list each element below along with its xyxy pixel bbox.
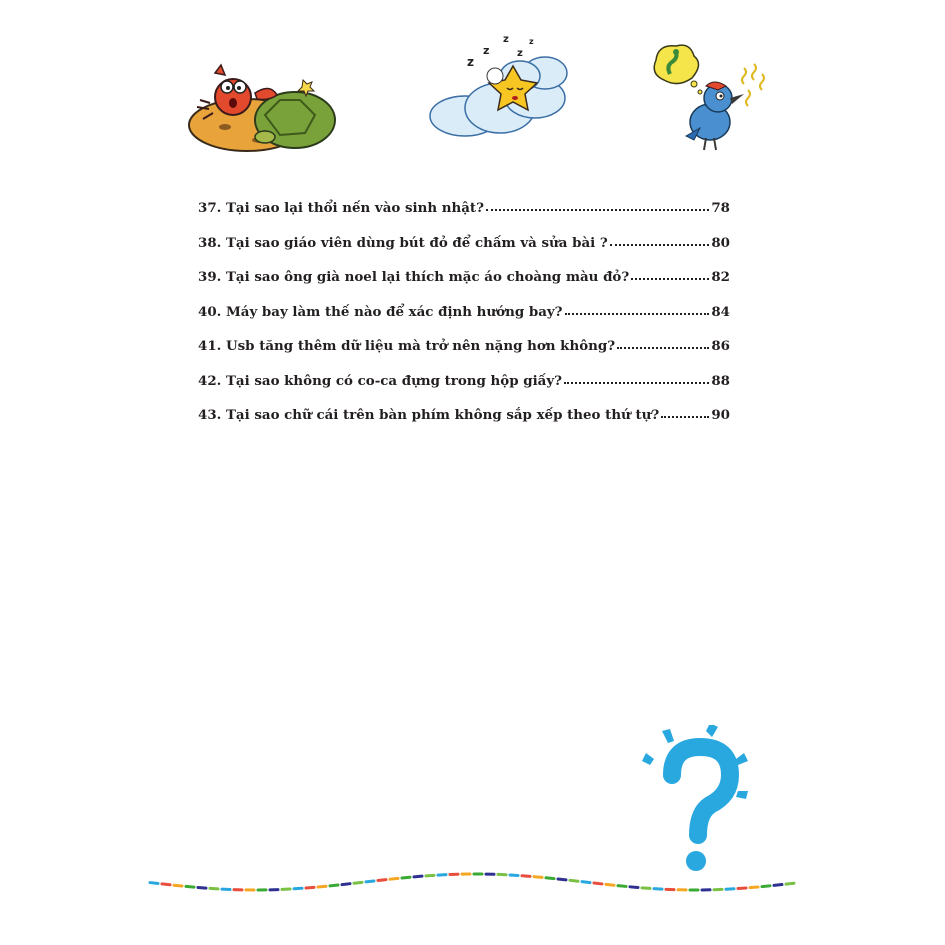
question-mark-icon xyxy=(640,725,755,875)
wave-dash xyxy=(174,885,182,886)
sleeping-star-on-cloud-illustration xyxy=(425,28,575,143)
toc-entry-page-number: 88 xyxy=(711,372,730,389)
svg-text:z: z xyxy=(503,34,509,45)
wave-dash xyxy=(330,885,338,886)
toc-entry-title: 43. Tại sao chữ cái trên bàn phím không sắp xếp theo thứ tự? xyxy=(198,407,660,423)
wave-dash xyxy=(366,881,374,882)
toc-dot-leader xyxy=(631,268,709,280)
wave-dash xyxy=(642,888,650,889)
crab-and-turtle-illustration xyxy=(185,55,340,155)
wave-dash xyxy=(198,887,206,888)
toc-entry xyxy=(198,338,730,373)
toc-entry-page-number: 80 xyxy=(711,234,730,251)
toc-dot-leader xyxy=(661,406,709,418)
svg-text:z: z xyxy=(517,48,523,59)
toc-entry xyxy=(198,269,730,304)
wave-dash xyxy=(762,886,770,887)
wave-dash xyxy=(342,884,350,885)
toc-entry-title: 38. Tại sao giáo viên dùng bút đỏ để chấm và sửa bài ? xyxy=(198,234,608,251)
toc-entry-title: 40. Máy bay làm thế nào để xác định hướng bay? xyxy=(198,303,563,320)
wave-dash xyxy=(546,878,554,879)
bird-thinking-of-worm-illustration xyxy=(648,40,773,152)
toc-entry xyxy=(198,304,730,339)
wave-dash xyxy=(402,877,410,878)
wave-dash xyxy=(750,887,758,888)
wave-dash xyxy=(570,880,578,881)
wave-dash xyxy=(162,884,170,885)
toc-dot-leader xyxy=(565,303,710,315)
toc-entry-page-number: 82 xyxy=(711,269,730,285)
toc-entry-title: 41. Usb tăng thêm dữ liệu mà trở nên nặng hơn không? xyxy=(198,338,616,354)
wave-dash xyxy=(294,888,302,889)
svg-text:z: z xyxy=(467,55,474,69)
toc-entry xyxy=(198,373,730,408)
toc-entry-title: 37. Tại sao lại thổi nến vào sinh nhật? xyxy=(198,200,484,216)
wave-dash xyxy=(186,886,194,887)
toc-entry-title: 42. Tại sao không có co-ca đựng trong hộp giấy? xyxy=(198,372,562,389)
table-of-contents xyxy=(198,200,730,442)
toc-entry-title: 39. Tại sao ông già noel lại thích mặc áo choàng màu đỏ? xyxy=(198,269,630,285)
wave-dash xyxy=(414,876,422,877)
toc-entry-page-number: 84 xyxy=(711,303,730,320)
wave-dash xyxy=(390,878,398,879)
wave-dash xyxy=(378,880,386,881)
wave-dash xyxy=(558,879,566,880)
toc-entry-page-number: 90 xyxy=(711,407,730,423)
toc-dot-leader xyxy=(486,199,709,211)
wave-dash xyxy=(150,883,158,884)
wave-dash xyxy=(630,887,638,888)
wave-dash xyxy=(738,888,746,889)
toc-dot-leader xyxy=(564,372,709,384)
wave-dash xyxy=(534,877,542,878)
wave-dash xyxy=(606,884,614,885)
wave-dash xyxy=(582,882,590,883)
toc-dot-leader xyxy=(617,337,709,349)
wave-dash xyxy=(774,885,782,886)
toc-entry-page-number: 86 xyxy=(711,338,730,354)
wave-dash xyxy=(618,886,626,887)
wave-dash xyxy=(594,883,602,884)
toc-entry xyxy=(198,407,730,442)
wave-dash xyxy=(354,882,362,883)
wavy-divider xyxy=(145,860,800,905)
toc-entry xyxy=(198,235,730,270)
toc-dot-leader xyxy=(610,234,710,246)
wave-dash xyxy=(426,875,434,876)
wave-dash xyxy=(210,888,218,889)
svg-text:z: z xyxy=(483,44,490,57)
toc-entry-page-number: 78 xyxy=(711,200,730,216)
wave-dash xyxy=(522,876,530,877)
wave-dash xyxy=(306,887,314,888)
toc-entry xyxy=(198,200,730,235)
wave-dash xyxy=(786,883,794,884)
wave-dash xyxy=(318,886,326,887)
svg-text:z: z xyxy=(529,37,534,46)
